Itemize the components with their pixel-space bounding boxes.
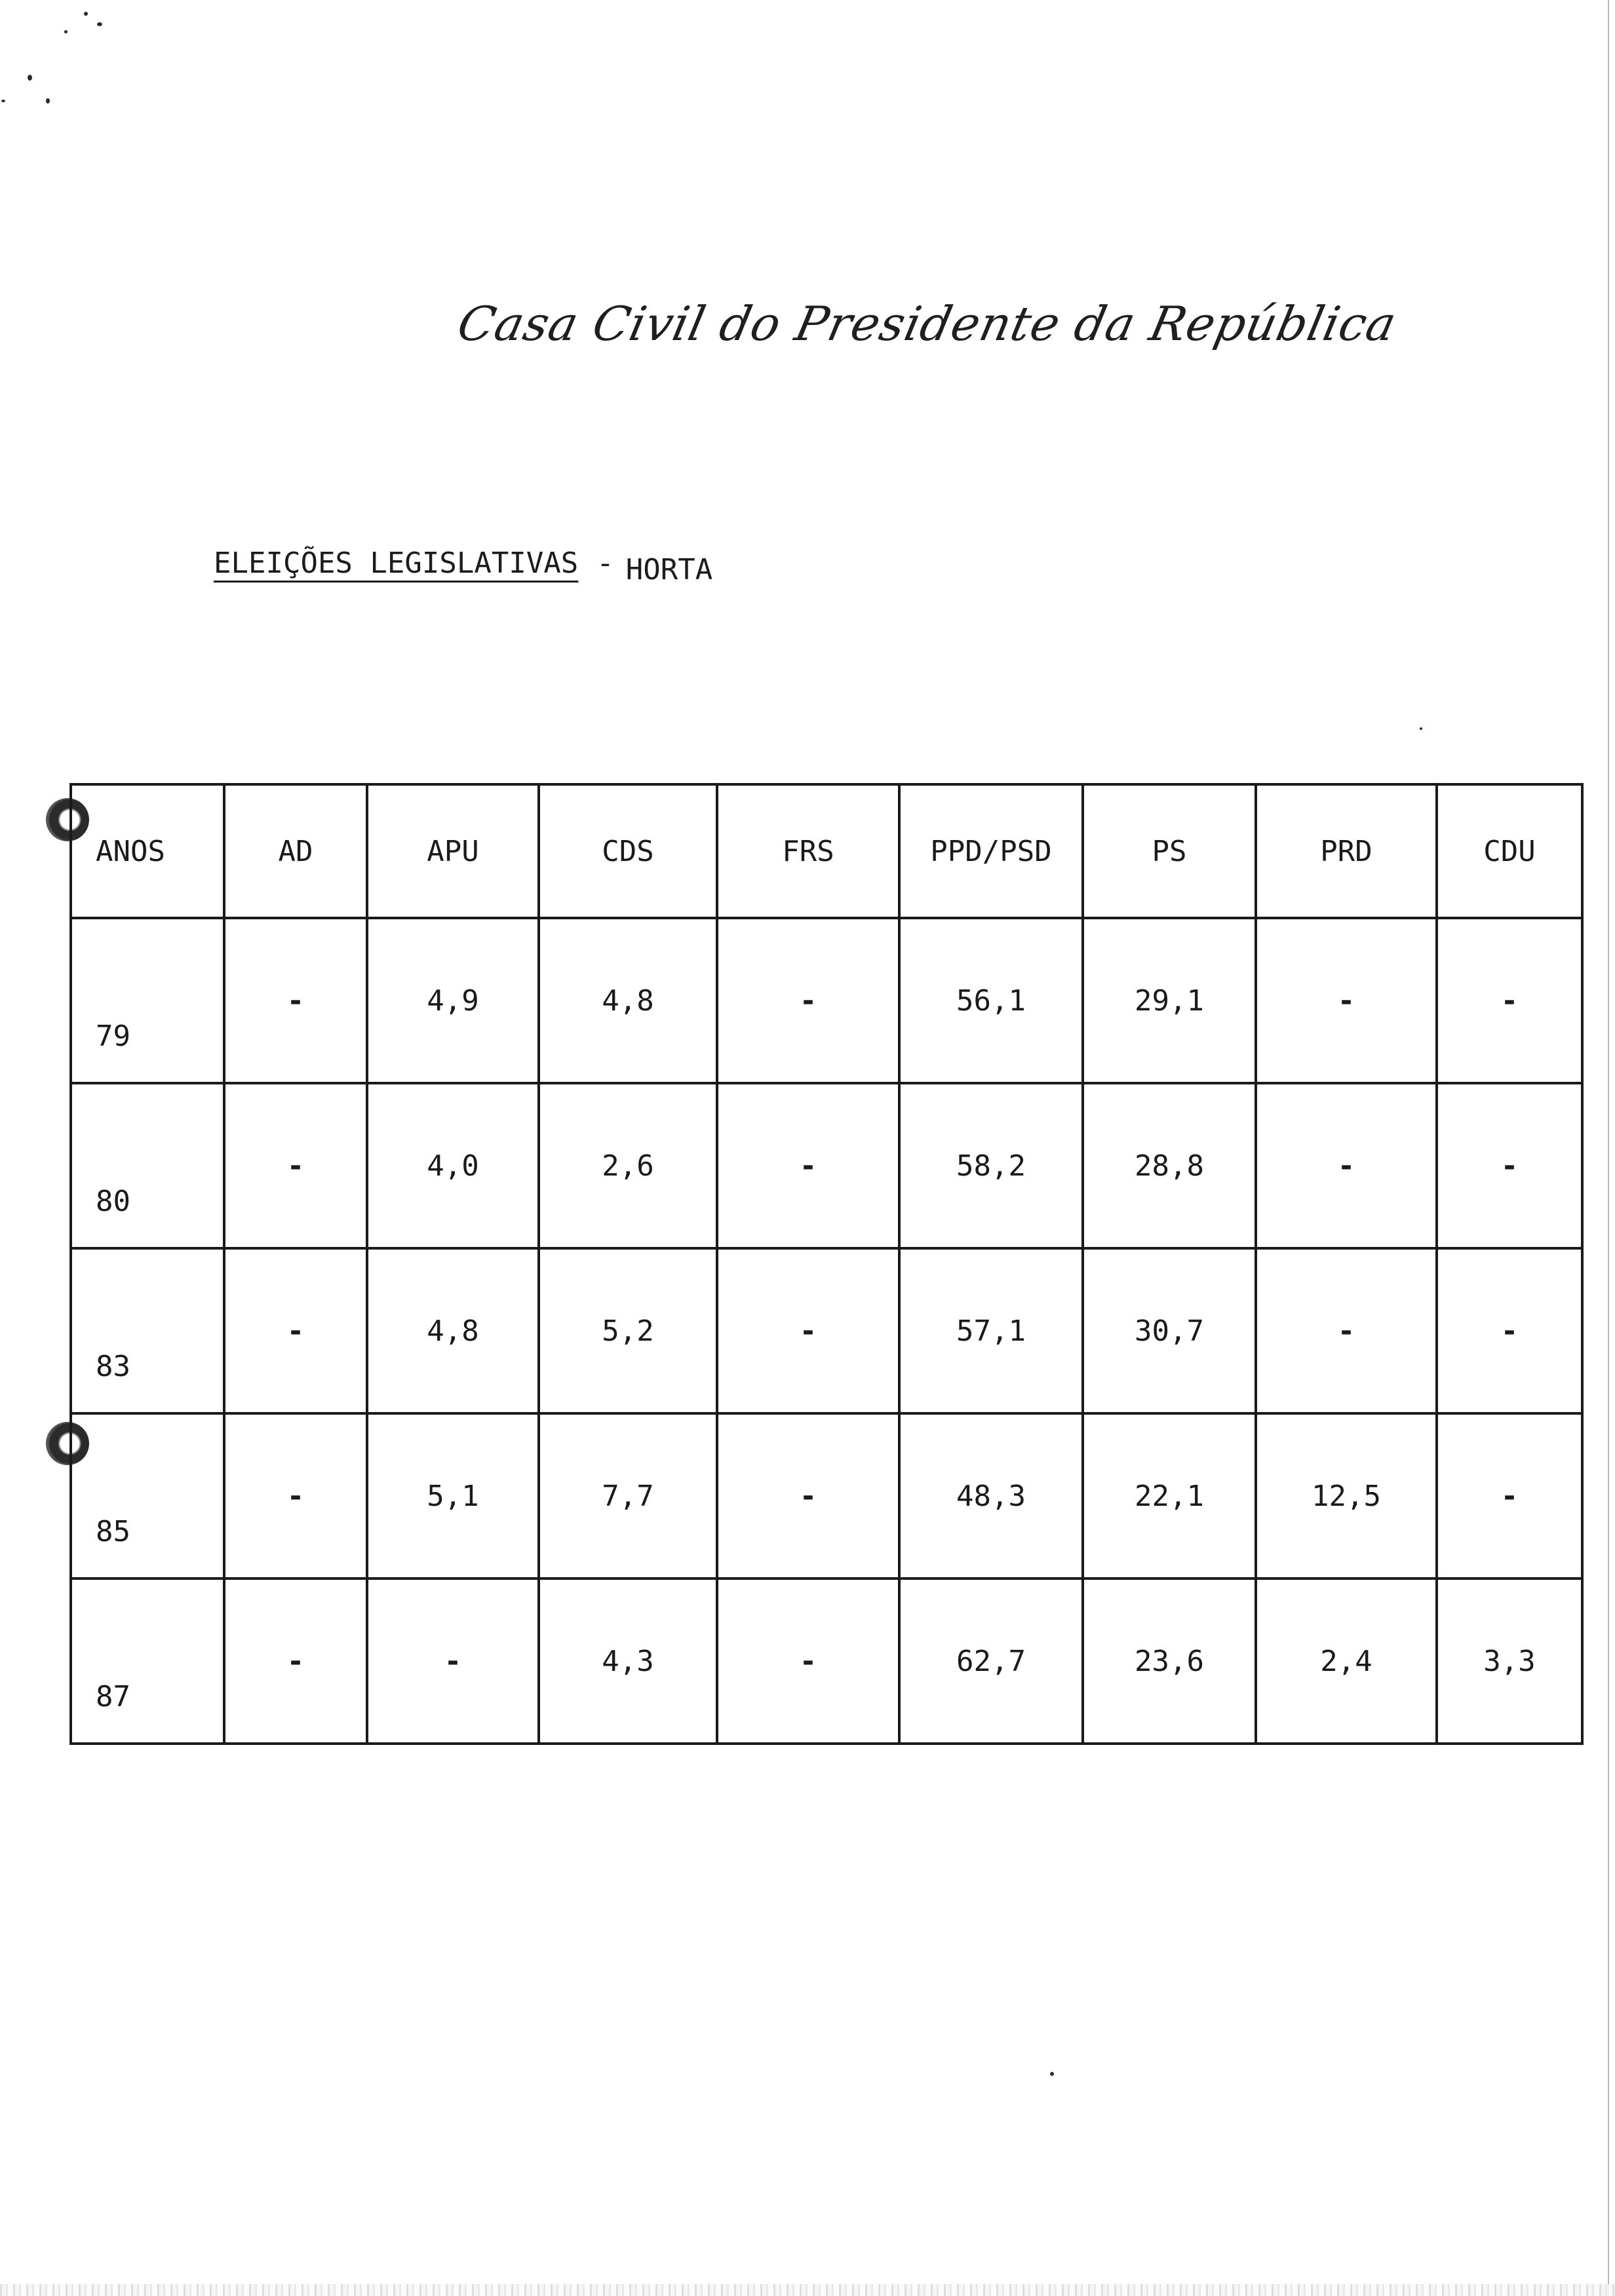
table-cell: 58,2 <box>899 1083 1083 1248</box>
speck <box>46 98 50 104</box>
table-cell: 5,2 <box>539 1248 717 1413</box>
heading-place: HORTA <box>625 553 713 586</box>
heading-separator: - <box>596 546 614 580</box>
table-cell: 56,1 <box>899 918 1083 1083</box>
table-cell: - <box>717 1083 899 1248</box>
table-cell: - <box>224 1083 367 1248</box>
table-cell: 3,3 <box>1437 1578 1582 1744</box>
year-cell: 85 <box>71 1413 224 1578</box>
table-row <box>71 918 1582 1083</box>
column-header: FRS <box>717 784 899 918</box>
table-cell: 4,8 <box>539 918 717 1083</box>
speck <box>1420 727 1422 730</box>
column-header: APU <box>367 784 539 918</box>
table-cell: - <box>717 1248 899 1413</box>
table-cell: 48,3 <box>899 1413 1083 1578</box>
table-cell: 4,8 <box>367 1248 539 1413</box>
speck <box>1 100 5 102</box>
table-cell: - <box>717 1578 899 1744</box>
year-cell: 79 <box>71 918 224 1083</box>
table-cell: - <box>717 918 899 1083</box>
table-cell: - <box>224 1248 367 1413</box>
results-table <box>69 783 1584 1745</box>
column-header: PPD/PSD <box>899 784 1083 918</box>
table-cell: 4,9 <box>367 918 539 1083</box>
speck <box>28 75 32 81</box>
table-cell: 23,6 <box>1083 1578 1256 1744</box>
letterhead: Casa Civil do Presidente da República <box>453 296 1402 351</box>
table-cell: 22,1 <box>1083 1413 1256 1578</box>
table-cell: 57,1 <box>899 1248 1083 1413</box>
table-cell: 7,7 <box>539 1413 717 1578</box>
speck <box>1050 2072 1054 2076</box>
table-cell: - <box>1256 918 1437 1083</box>
table-row <box>71 1413 1582 1578</box>
table-row <box>71 1248 1582 1413</box>
speck <box>64 30 68 33</box>
year-cell: 80 <box>71 1083 224 1248</box>
page-edge <box>1608 0 1609 2296</box>
table-cell: 2,6 <box>539 1083 717 1248</box>
heading-title: ELEIÇÕES LEGISLATIVAS <box>214 546 579 580</box>
table-cell: - <box>1437 1413 1582 1578</box>
table-row <box>71 1578 1582 1744</box>
table-cell: - <box>1256 1248 1437 1413</box>
table-cell: 4,3 <box>539 1578 717 1744</box>
column-header: ANOS <box>71 784 224 918</box>
table-cell: 62,7 <box>899 1578 1083 1744</box>
column-header: AD <box>224 784 367 918</box>
table-cell: - <box>224 918 367 1083</box>
document-heading <box>214 546 713 586</box>
table-cell: 5,1 <box>367 1413 539 1578</box>
table-cell: 2,4 <box>1256 1578 1437 1744</box>
table-cell: 30,7 <box>1083 1248 1256 1413</box>
table-cell: - <box>1256 1083 1437 1248</box>
table-cell: - <box>224 1578 367 1744</box>
column-header: CDS <box>539 784 717 918</box>
table-row <box>71 1083 1582 1248</box>
table-cell: - <box>1437 1083 1582 1248</box>
table-cell: - <box>1437 918 1582 1083</box>
table-cell: 4,0 <box>367 1083 539 1248</box>
column-header: PS <box>1083 784 1256 918</box>
speck <box>97 22 102 26</box>
table-cell: 12,5 <box>1256 1413 1437 1578</box>
scan-artifact-strip <box>0 2284 1615 2296</box>
table-cell: 29,1 <box>1083 918 1256 1083</box>
column-header: CDU <box>1437 784 1582 918</box>
column-header: PRD <box>1256 784 1437 918</box>
table-cell: - <box>367 1578 539 1744</box>
header-row <box>71 784 1582 918</box>
table-cell: 28,8 <box>1083 1083 1256 1248</box>
table-cell: - <box>717 1413 899 1578</box>
speck <box>84 12 88 16</box>
table-cell: - <box>224 1413 367 1578</box>
year-cell: 83 <box>71 1248 224 1413</box>
year-cell: 87 <box>71 1578 224 1744</box>
table-cell: - <box>1437 1248 1582 1413</box>
